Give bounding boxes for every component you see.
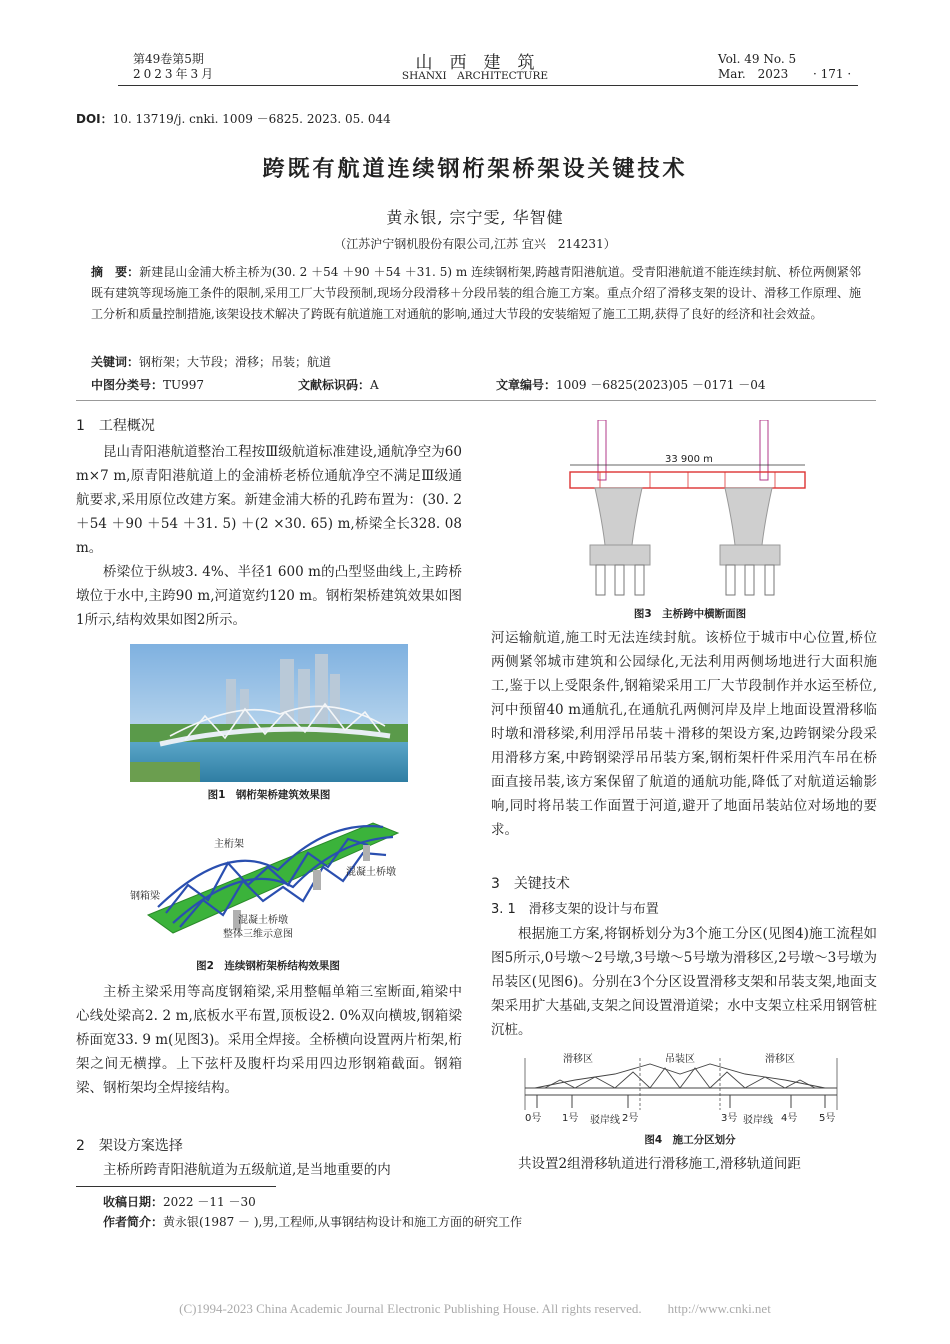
- received-label: 收稿日期：: [103, 1195, 164, 1209]
- article-label: 文章编号：: [496, 378, 557, 392]
- section-2-text-cont: [491, 626, 877, 842]
- foreground-greenery: [130, 762, 200, 782]
- paper-title: 跨既有航道连续钢桁架桥架设关键技术: [262, 157, 688, 182]
- abstract-label: 摘 要：: [91, 265, 140, 279]
- piles: [596, 565, 774, 595]
- header-date: 2023年3月: [133, 67, 217, 81]
- section-1-para-2: 桥梁位于纵坡3. 4%、半径1 600 m的凸型竖曲线上,主跨桥墩位于水中,主跨90 m,河道宽约120 m。钢桁架桥建筑效果如图1所示,结构效果如图2所示。: [76, 564, 462, 628]
- label-3d-view: 整体三维示意图: [223, 929, 293, 940]
- zone-lift: 吊装区: [665, 1054, 695, 1065]
- journal-name-en: SHANXI ARCHITECTURE: [401, 70, 549, 82]
- dimension-text: 33 900 m: [665, 454, 713, 465]
- pier-label-5: 5号: [819, 1113, 836, 1124]
- label-box-girder: 钢箱梁: [130, 891, 160, 902]
- section-3-1-text-cont: [491, 1152, 877, 1176]
- section-1-title: 1 工程概况: [76, 418, 155, 434]
- girder-webs: [600, 472, 775, 488]
- keywords-label: 关键词：: [91, 355, 140, 369]
- pier-label-2: 2号: [622, 1113, 639, 1124]
- doc-label: 文献标识码：: [298, 378, 371, 392]
- pier-label-4: 4号: [781, 1113, 798, 1124]
- section-3-1-para-1: 根据施工方案,将钢桥划分为3个施工分区(见图4)施工流程如图5所示,0号墩～2号墩,3号墩～5号墩为滑移区,2号墩～3号墩为吊装区(见图6)。分别在3个分区设置滑移支架和吊装支架,地面支架采用扩大基础,支架之间设置滑道梁；水中支架立柱采用钢管桩沉桩。: [491, 926, 877, 1038]
- label-concrete-pier: 混凝土桥墩: [346, 867, 396, 878]
- label-pier-bottom: 混凝土桥墩: [238, 915, 288, 926]
- figure-3-cross-section: [560, 420, 820, 600]
- section-1-text-cont: [76, 980, 462, 1100]
- article-value: 1009 －6825(2023)05 －0171 －04: [556, 378, 766, 392]
- section-3-1-title: 3. 1 滑移支架的设计与布置: [491, 902, 659, 917]
- footnote-rule: [76, 1186, 276, 1187]
- doi: [76, 110, 391, 127]
- article-number: [496, 376, 766, 393]
- section-1-para-3: 主桥主梁采用等高度钢箱梁,采用整幅单箱三室断面,箱梁中心线处梁高2. 2 m,底板水平布置,顶板设2. 0%双向横坡,钢箱梁桥面宽33. 9 m(见图3)。采用全焊接。全桥横向设置两片桁架,桁架之间无横撑。上下弦杆及腹杆均采用四边形钢箱截面。钢箱梁、钢桁架均全焊接结构。: [76, 984, 462, 1096]
- figure-2-structure: [118, 815, 418, 955]
- section-2-title: 2 架设方案选择: [76, 1138, 183, 1154]
- header-volume: 第49卷第5期: [133, 52, 204, 66]
- zone-slide-right: 滑移区: [765, 1054, 795, 1065]
- figure-4-caption: 图4 施工分区划分: [644, 1134, 736, 1146]
- zone-slide-left: 滑移区: [563, 1054, 593, 1065]
- figure-1-caption: 图1 钢桁架桥建筑效果图: [207, 789, 331, 801]
- journal-name-cn: 山 西 建 筑: [415, 53, 535, 73]
- header-rule: [118, 85, 858, 86]
- abstract-text: 新建昆山金浦大桥主桥为(30. 2 ＋54 ＋90 ＋54 ＋31. 5) m 连续钢桁架,跨越青阳港航道。受青阳港航道不能连续封航、桥位两侧紧邻既有建筑等现场施工条件的限制,采用工厂大节段预制,现场分段滑移＋分段吊装的组合施工方案。重点介绍了滑移支架的设计、滑移工作原理、施工分析和质量控制措施,该架设技术解决了跨既有航道施工对通航的影响,通过大节段的安装缩短了施工工期,获得了良好的经济和社会效益。: [91, 265, 861, 321]
- section-3-1-para-2: 共设置2组滑移轨道进行滑移施工,滑移轨道间距: [518, 1156, 801, 1172]
- author-bio-value: 黄永银(1987 － ),男,工程师,从事钢结构设计和施工方面的研究工作: [163, 1215, 522, 1229]
- revetment-label-2: 驳岸线: [743, 1115, 773, 1126]
- figure-2-caption: 图2 连续钢桁架桥结构效果图: [196, 960, 340, 972]
- figure-4-zones: [515, 1050, 855, 1128]
- class-value: TU997: [163, 378, 205, 392]
- author-bio: [103, 1213, 522, 1230]
- author-bio-label: 作者简介：: [103, 1215, 164, 1229]
- doc-value: A: [370, 378, 379, 392]
- doi-label: DOI：: [76, 112, 113, 126]
- truss-elevation: [525, 1064, 837, 1095]
- doi-value: 10. 13719/j. cnki. 1009 －6825. 2023. 05. 044: [112, 112, 391, 126]
- figure-1-rendering: [130, 644, 408, 782]
- section-3-1-text: [491, 922, 877, 1042]
- pier-marks: [537, 1095, 825, 1108]
- affiliation: （江苏沪宁钢机股份有限公司,江苏 宜兴 214231）: [334, 237, 616, 251]
- header-date-en: Mar. 2023: [718, 67, 789, 81]
- classification: [91, 376, 204, 393]
- figure-3-caption: 图3 主桥跨中横断面图: [633, 608, 747, 620]
- section-1-text: [76, 440, 462, 632]
- doc-code: [298, 376, 379, 393]
- page-number: · 171 ·: [813, 67, 852, 81]
- truss-post-right: [760, 420, 768, 480]
- pier-label-1: 1号: [562, 1113, 579, 1124]
- copyright-watermark: (C)1994-2023 China Academic Journal Electronic Publishing House. All rights reserved. http://www.cnki.net: [179, 1301, 771, 1316]
- truss-post-left: [598, 420, 606, 480]
- authors: 黄永银, 宗宁雯, 华智健: [386, 208, 564, 227]
- header-vol-en: Vol. 49 No. 5: [718, 52, 797, 66]
- section-2-text: [76, 1158, 462, 1182]
- section-3-title: 3 关键技术: [491, 876, 570, 892]
- received-value: 2022 －11 －30: [163, 1195, 256, 1209]
- piers-and-caps: [590, 488, 780, 565]
- label-main-truss: 主桁架: [214, 839, 244, 850]
- pier-label-3: 3号: [721, 1113, 738, 1124]
- class-label: 中图分类号：: [91, 378, 164, 392]
- keywords: [91, 353, 331, 370]
- section-2-para-cont: 河运输航道,施工时无法连续封航。该桥位于城市中心位置,桥位两侧紧邻城市建筑和公园绿化,无法利用两侧场地进行大面积施工,鉴于以上受限条件,钢箱梁采用工厂大节段制作并水运至桥位,河中预留40 m通航孔,在通航孔两侧河岸及岸上地面设置滑移临时墩和滑移梁,利用浮吊吊装＋滑移的架设方案,边跨钢梁分段采用滑移方案,中跨钢梁浮吊吊装方案,钢桁架杆件采用汽车吊在桥面直接吊装,该方案保留了航道的通航功能,降低了对航道运输影响,同时将吊装工作面置于河道,避开了地面吊装站位对场地的要求。: [491, 630, 877, 838]
- abstract-rule: [76, 400, 876, 401]
- keywords-text: 钢桁架；大节段；滑移；吊装；航道: [139, 355, 332, 369]
- section-2-para-1: 主桥所跨青阳港航道为五级航道,是当地重要的内: [103, 1162, 391, 1178]
- abstract: [91, 262, 861, 325]
- revetment-label-1: 驳岸线: [590, 1115, 620, 1126]
- pier-label-0: 0号: [525, 1113, 542, 1124]
- section-1-para-1: 昆山青阳港航道整治工程按Ⅲ级航道标准建设,通航净空为60 m×7 m,原青阳港航道上的金浦桥老桥位通航净空不满足Ⅲ级通航要求,采用原位改建方案。新建金浦大桥的孔跨布置为：(30. 2 ＋54 ＋90 ＋54 ＋31. 5) ＋(2 ×30. 65) m,桥梁全长328. 08 m。: [76, 444, 462, 556]
- received-date: [103, 1193, 256, 1210]
